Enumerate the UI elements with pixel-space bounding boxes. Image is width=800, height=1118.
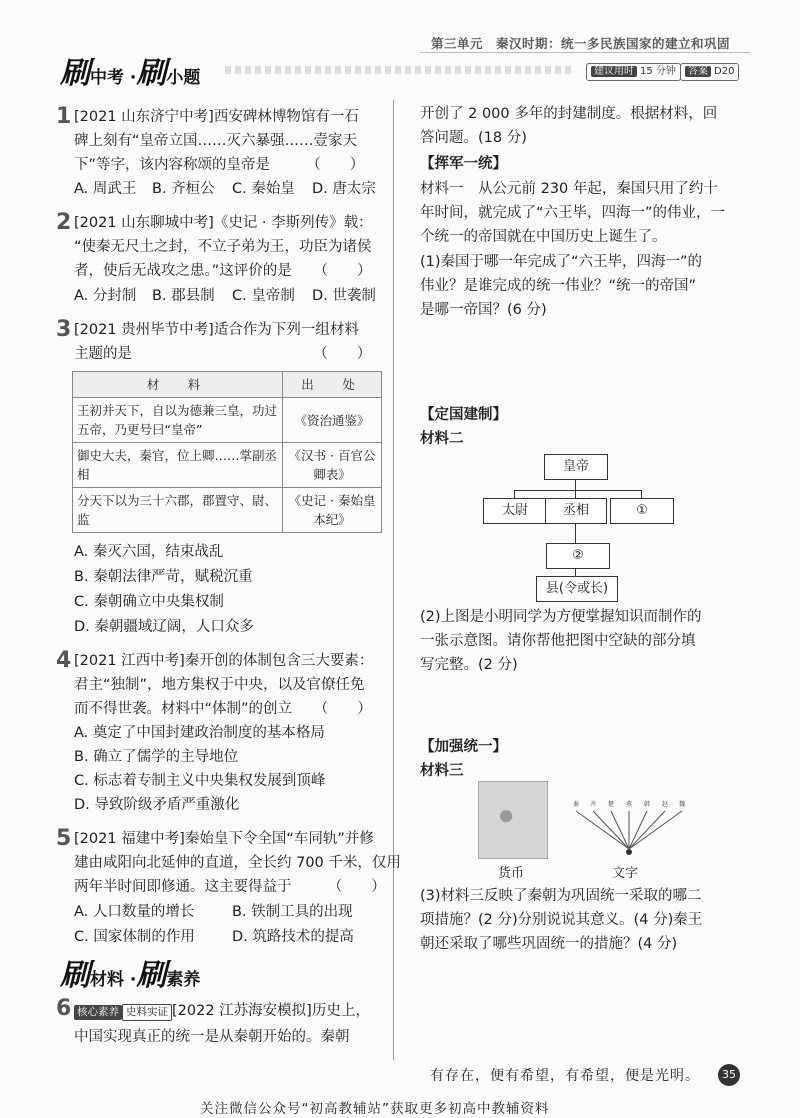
sub-question: 伟业？是谁完成的统一伟业？“统一的帝国” <box>420 278 697 294</box>
banner-char: 刷 <box>136 958 167 993</box>
table-cell-material: 分天下以为三十六郡，郡置守、尉、监 <box>73 488 283 533</box>
table-cell-source: 《资治通鉴》 <box>283 398 382 443</box>
diagram-connector <box>575 568 576 576</box>
banner-text: 小题 <box>166 68 201 88</box>
question-text: 下”等字，该内容称颂的皇帝是 （ ） <box>74 157 365 173</box>
script-char: 楚 <box>608 801 615 808</box>
page-number: 35 <box>718 1064 740 1086</box>
table-header-row <box>73 372 382 398</box>
table-cell-source: 《史记 · 秦始皇本纪》 <box>283 488 382 533</box>
sub-question: 写完整。(2 分) <box>420 657 518 673</box>
banner-char: 刷 <box>136 56 167 91</box>
option: B. 齐桓公 <box>152 181 215 197</box>
option: C. 秦朝确立中央集权制 <box>74 594 224 610</box>
material-text: 个统一的帝国就在中国历史上诞生了。 <box>420 229 667 245</box>
footer-quote: 有存在，便有希望，有希望，便是光明。 <box>430 1068 700 1084</box>
sub-question: 朝还采取了哪些巩固统一的措施？(4 分) <box>420 936 678 952</box>
option: D. 世袭制 <box>312 288 376 304</box>
option: C. 秦始皇 <box>232 181 295 197</box>
coin-photo <box>478 781 548 859</box>
section-heading: 【定国建制】 <box>420 407 507 423</box>
option: C. 皇帝制 <box>232 288 295 304</box>
question-text: [2021 贵州毕节中考]适合作为下列一组材料 <box>74 322 359 338</box>
option: C. 标志着专制主义中央集权发展到顶峰 <box>74 773 326 789</box>
time-badge <box>586 63 681 81</box>
table-row <box>73 398 382 443</box>
column-divider <box>393 100 394 1060</box>
section-heading: 【加强统一】 <box>420 739 507 755</box>
caption-script: 文字 <box>612 866 639 881</box>
sub-question: 一张示意图。请你帮他把图中空缺的部分填 <box>420 633 696 649</box>
section-banner-materials <box>60 950 200 994</box>
question-number: 1 <box>56 104 72 129</box>
core-literacy-badge: 核心素养 <box>74 1005 122 1020</box>
question-text: [2021 山东聊城中考]《史记 · 李斯列传》载： <box>74 215 373 231</box>
evidence-badge: 史料实证 <box>122 1004 172 1021</box>
script-char: 齐 <box>590 801 597 808</box>
diagram-node-taiwei: 太尉 <box>483 498 547 524</box>
time-value: 15 分钟 <box>640 66 676 77</box>
option: D. 导致阶级矛盾严重激化 <box>74 797 240 813</box>
material-label: 材料三 <box>420 763 464 779</box>
core-literacy-badges <box>74 1003 172 1021</box>
question-text: [2021 山东济宁中考]西安碑林博物馆有一石 <box>74 109 359 125</box>
script-char: 燕 <box>626 801 633 808</box>
sub-question: (2)上图是小明同学为方便掌握知识而制作的 <box>420 609 702 625</box>
material-text: 年时间，就完成了“六王毕，四海一”的伟业，一 <box>420 205 726 221</box>
section-banner-practice <box>60 48 200 92</box>
banner-char: 刷 <box>60 56 90 91</box>
banner-char: 刷 <box>60 958 90 993</box>
script-char: 秦 <box>573 801 580 808</box>
option: B. 郡县制 <box>152 288 215 304</box>
diagram-connector <box>514 490 642 491</box>
option: A. 奠定了中国封建政治制度的基本格局 <box>74 725 325 741</box>
sub-question: 项措施？(2 分)分别说说其意义。(4 分)秦王 <box>420 912 703 928</box>
answer-label: 答案 <box>685 66 711 77</box>
section-heading: 【挥军一统】 <box>420 156 507 172</box>
option: B. 秦朝法律严苛，赋税沉重 <box>74 569 253 585</box>
diagram-node-county: 县(令或长) <box>536 576 618 602</box>
time-label: 建议用时 <box>591 66 637 77</box>
sub-question: (3)材料三反映了秦朝为巩固统一采取的哪二 <box>420 888 702 904</box>
question-text: [2022 江苏海安模拟]历史上， <box>172 1003 370 1019</box>
script-char: 赵 <box>662 801 669 808</box>
banner-text: 素养 <box>166 970 201 990</box>
table-row <box>73 488 382 533</box>
script-char: 韩 <box>644 801 651 808</box>
diagram-blank-2: ② <box>546 543 610 569</box>
question-text: 主题的是 （ ） <box>74 346 372 362</box>
question-text: 两年半时间即修通。这主要得益于 （ ） <box>74 879 386 895</box>
question-text: 而不得世袭。材料中“体制”的创立 （ ） <box>74 701 372 717</box>
question-text: 中国实现真正的统一是从秦朝开始的。秦朝 <box>74 1029 350 1045</box>
diagram-node-chengxiang: 丞相 <box>545 498 607 524</box>
table-cell-material: 御史大夫，秦官，位上卿……掌副丞相 <box>73 443 283 488</box>
diagram-connector <box>575 523 576 543</box>
question-text: 开创了 2 000 多年的封建制度。根据材料，回 <box>420 106 718 122</box>
material-text: 材料一 从公元前 230 年起，秦国只用了约十 <box>420 181 718 197</box>
question-text: 碑上刻有“皇帝立国……灭六暴强……壹家天 <box>74 133 358 149</box>
sub-question: 是哪一帝国？(6 分) <box>420 302 547 318</box>
question-number: 2 <box>56 210 72 235</box>
option: D. 秦朝疆域辽阔，人口众多 <box>74 619 254 635</box>
option: A. 分封制 <box>74 288 137 304</box>
question-text: 者，使后无战攻之患。”这评价的是 （ ） <box>74 263 372 279</box>
table-cell-source: 《汉书 · 百官公卿表》 <box>283 443 382 488</box>
caption-coin: 货币 <box>498 866 525 881</box>
table-row <box>73 443 382 488</box>
question-number: 6 <box>56 996 72 1021</box>
option: B. 确立了儒学的主导地位 <box>74 749 239 765</box>
table-header: 出 处 <box>283 372 382 398</box>
option: D. 唐太宗 <box>312 181 376 197</box>
material-table <box>72 371 382 533</box>
banner-text: 中考 · <box>90 68 137 88</box>
option: B. 铁制工具的出现 <box>232 904 353 920</box>
diagram-node-emperor: 皇帝 <box>544 454 608 480</box>
script-diagram <box>566 797 692 861</box>
option: A. 秦灭六国，结束战乱 <box>74 544 224 560</box>
answer-badge <box>680 63 739 81</box>
diagram-blank-1: ① <box>610 498 674 524</box>
sub-question: (1)秦国于哪一年完成了“六王毕，四海一”的 <box>420 254 703 270</box>
question-text: [2021 福建中考]秦始皇下令全国“车同轨”并修 <box>74 831 374 847</box>
material-label: 材料二 <box>420 431 464 447</box>
option: D. 筑路技术的提高 <box>232 929 354 945</box>
option: C. 国家体制的作用 <box>74 929 195 945</box>
question-number: 5 <box>56 826 72 851</box>
question-text: 建由咸阳向北延伸的直道，全长约 700 千米，仅用 <box>74 855 401 871</box>
answer-page: D20 <box>714 66 735 77</box>
option: A. 周武王 <box>74 181 137 197</box>
question-number: 3 <box>56 317 72 342</box>
question-text: 君主“独制”，地方集权于中央，以及官僚任免 <box>74 677 365 693</box>
header-rule <box>420 52 750 53</box>
script-char: 魏 <box>679 801 686 808</box>
table-cell-material: 王初并天下，自以为德兼三皇，功过五帝，乃更号曰“皇帝” <box>73 398 283 443</box>
question-text: “使秦无尺土之封，不立子弟为王，功臣为诸侯 <box>74 239 372 255</box>
table-header: 材 料 <box>73 372 283 398</box>
unit-title: 第三单元 秦汉时期：统一多民族国家的建立和巩固 <box>430 36 730 51</box>
option: A. 人口数量的增长 <box>74 904 195 920</box>
decorative-stripe <box>225 66 575 74</box>
question-number: 4 <box>56 648 72 673</box>
question-text: [2021 江西中考]秦开创的体制包含三大要素： <box>74 653 374 669</box>
question-text: 答问题。(18 分) <box>420 130 527 146</box>
banner-text: 材料 · <box>90 970 137 990</box>
promo-note: 关注微信公众号“初高教辅站”获取更多初高中教辅资料 <box>200 1101 550 1117</box>
